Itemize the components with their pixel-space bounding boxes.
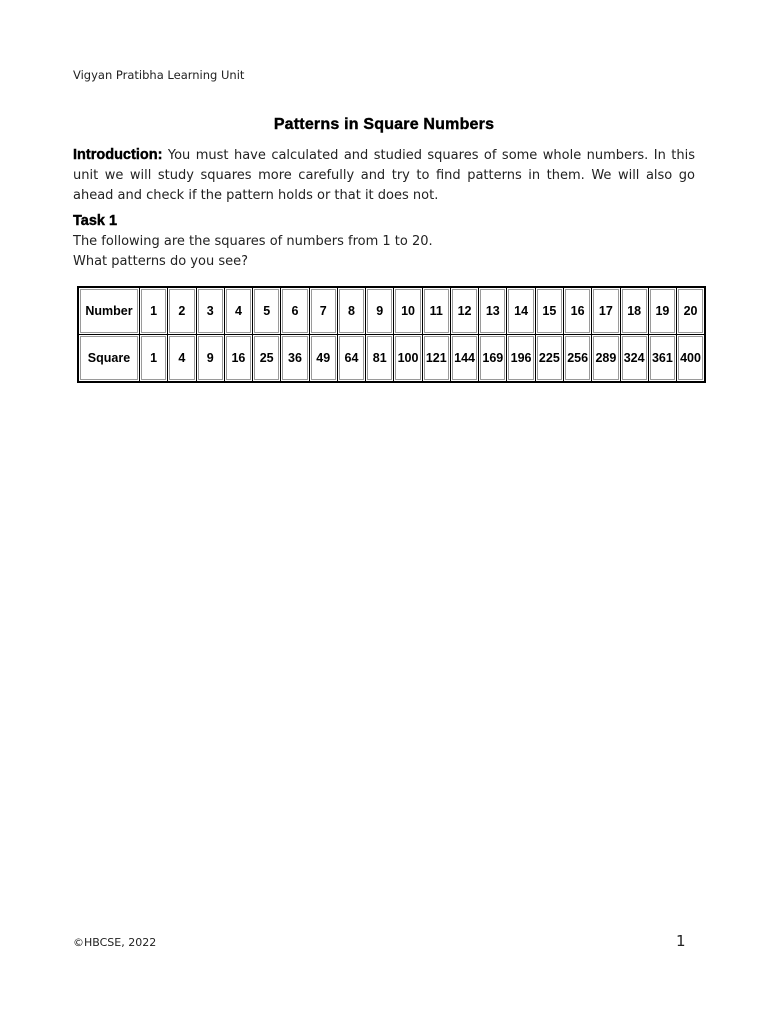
number-cell: 5 [253,287,281,335]
number-cell: 2 [168,287,196,335]
square-cell: 256 [563,335,591,383]
square-cell: 361 [648,335,676,383]
introduction-paragraph [73,145,695,206]
square-cell: 400 [677,335,705,383]
number-cell: 1 [140,287,168,335]
number-cell: 20 [677,287,705,335]
number-cell: 4 [224,287,252,335]
number-cell: 18 [620,287,648,335]
square-cell: 121 [422,335,450,383]
squares-table [77,286,706,383]
square-cell: 169 [479,335,507,383]
number-cell: 19 [648,287,676,335]
square-cell: 16 [224,335,252,383]
number-cell: 7 [309,287,337,335]
row-label-number: Number [78,287,140,335]
square-cell: 25 [253,335,281,383]
number-cell: 10 [394,287,422,335]
page-title: Patterns in Square Numbers [273,116,495,133]
number-cell: 8 [337,287,365,335]
number-cell: 6 [281,287,309,335]
introduction-text: You must have calculated and studied squares of some whole numbers. In this unit we will study squares more carefully and try to find patterns in them. We will also go ahead and check if the pattern holds or that it does not. [73,148,696,203]
square-cell: 144 [450,335,478,383]
square-cell: 49 [309,335,337,383]
square-cell: 100 [394,335,422,383]
number-cell: 13 [479,287,507,335]
square-cell: 289 [592,335,620,383]
square-cell: 196 [507,335,535,383]
number-cell: 11 [422,287,450,335]
square-cell: 36 [281,335,309,383]
square-cell: 64 [337,335,365,383]
square-cell: 4 [168,335,196,383]
task-instruction-line: The following are the squares of numbers from 1 to 20. [73,234,433,249]
row-label-square: Square [78,335,140,383]
page-number: 1 [676,932,686,950]
square-cell: 324 [620,335,648,383]
square-cell: 1 [140,335,168,383]
square-cell: 9 [196,335,224,383]
footer-copyright: ©HBCSE, 2022 [73,936,157,949]
square-cell: 81 [366,335,394,383]
table-row-numbers [78,287,705,335]
number-cell: 9 [366,287,394,335]
task-heading: Task 1 [73,213,118,229]
number-cell: 3 [196,287,224,335]
number-cell: 14 [507,287,535,335]
running-header: Vigyan Pratibha Learning Unit [73,68,245,82]
number-cell: 12 [450,287,478,335]
number-cell: 15 [535,287,563,335]
table-row-squares [78,335,705,383]
number-cell: 16 [563,287,591,335]
number-cell: 17 [592,287,620,335]
task-question-line: What patterns do you see? [73,254,248,269]
square-cell: 225 [535,335,563,383]
introduction-label: Introduction: [73,147,163,163]
